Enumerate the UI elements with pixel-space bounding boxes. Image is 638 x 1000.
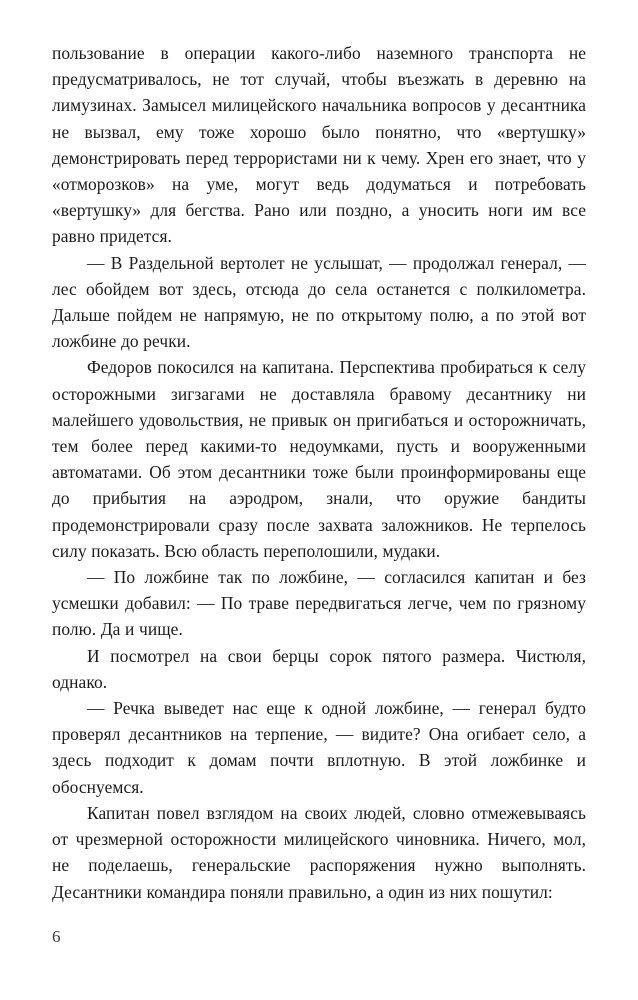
paragraph: Капитан повел взглядом на своих людей, словно отмежевываясь от чрезмерной осторожности милицейского чиновника. Ничего, мол, не поделаешь, генеральские распоряжения нужно выполнять. Десантники командира поняли правильно, а один из них пошутил:	[52, 802, 586, 902]
paragraph: И посмотрел на свои берцы сорок пятого размера. Чистюля, однако.	[52, 645, 586, 692]
paragraph: — Речка выведет нас еще к одной ложбине, — генерал будто проверял десантников на терпение, — видите? Она огибает село, а здесь подходит к домам почти вплотную. В этой ложбинке и обоснуемся.	[52, 698, 586, 797]
paragraph: — По ложбине так по ложбине, — согласился капитан и без усмешки добавил: — По траве передвигаться легче, чем по грязному полю. Да и чище.	[52, 567, 586, 640]
paragraph: пользование в операции какого-либо наземного транспорта не предусматривалось, не тот случай, чтобы въезжать в деревню на лимузинах. Замысел милицейского начальника вопросов у десантника не вызвал, ему тоже хорошо было понятно, что «вертушку» демонстрировать перед террористами ни к чему. Хрен его знает, что у «отморозков» на уме, могут ведь додуматься и потребовать «вертушку» для бегства. Рано или поздно, а уносить ноги им все равно придется.	[52, 43, 586, 247]
page-number: 6	[52, 927, 61, 946]
paragraph: — В Раздельной вертолет не услышат, — продолжал генерал, — лес обойдем вот здесь, отсюда до села останется с полкилометра. Дальше пойдем не напрямую, не по открытому полю, а по этой вот ложбине до речки.	[52, 252, 586, 352]
paragraph: Федоров покосился на капитана. Перспектива пробираться к селу осторожными зигзагами не доставляла бравому десантнику ни малейшего удовольствия, не привык он пригибаться и осторожничать, тем более перед какими-то недоумками, пусть и вооруженными автоматами. Об этом десантники тоже были проинформированы еще до прибытия на аэродром, знали, что оружие бандиты продемонстрировали сразу после захвата заложников. Не терпелось силу показать. Всю область переполошили, мудаки.	[52, 357, 586, 561]
body-text-column	[52, 40, 586, 905]
